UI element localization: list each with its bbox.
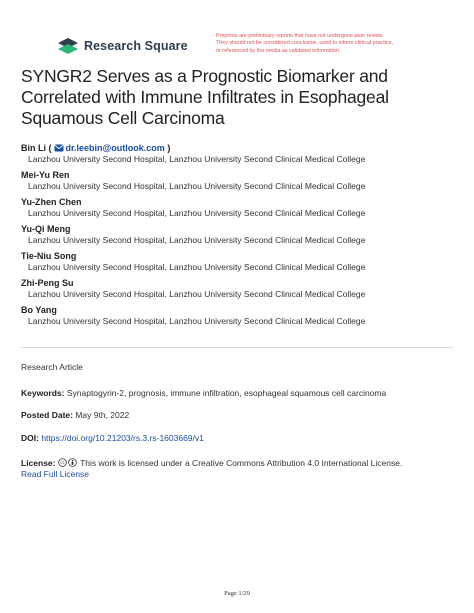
author-affiliation: Lanzhou University Second Hospital, Lanzhou University Second Clinical Medical College	[28, 316, 366, 326]
title-line: Squamous Cell Carcinoma	[21, 108, 225, 128]
keywords	[21, 388, 461, 399]
posted-date-value: May 9th, 2022	[75, 410, 130, 420]
author-affiliation: Lanzhou University Second Hospital, Lanzhou University Second Clinical Medical College	[28, 208, 366, 218]
section-divider	[21, 347, 453, 348]
research-square-logo[interactable]	[57, 37, 188, 55]
research-square-logo-icon	[57, 37, 79, 55]
author-name: Yu-Qi Meng	[21, 224, 71, 234]
author-affiliation: Lanzhou University Second Hospital, Lanzhou University Second Clinical Medical College	[28, 235, 366, 245]
article-type: Research Article	[21, 362, 83, 372]
license	[21, 458, 461, 480]
author-entry	[21, 170, 461, 194]
preprint-disclaimer	[216, 33, 456, 55]
author-entry	[21, 251, 461, 275]
author-name: Zhi-Peng Su	[21, 278, 74, 288]
author-entry	[21, 143, 461, 167]
title-line: Correlated with Immune Infiltrates in Esophageal	[21, 87, 389, 107]
author-affiliation: Lanzhou University Second Hospital, Lanzhou University Second Clinical Medical College	[28, 181, 366, 191]
author-name: Bin Li	[21, 143, 46, 153]
email-close-paren: )	[167, 143, 171, 153]
disclaimer-line: or referenced by the media as validated information.	[216, 47, 341, 54]
posted-date	[21, 410, 461, 421]
keywords-label: Keywords:	[21, 388, 65, 398]
keywords-value: Synaptogyrin-2, prognosis, immune infiltration, esophageal squamous cell carcinoma	[66, 388, 387, 398]
author-entry	[21, 305, 461, 329]
author-name: Tie-Niu Song	[21, 251, 77, 261]
author-entry	[21, 197, 461, 221]
creative-commons-icon	[58, 458, 67, 467]
author-affiliation: Lanzhou University Second Hospital, Lanzhou University Second Clinical Medical College	[28, 154, 366, 164]
disclaimer-line: They should not be considered conclusive, used to inform clinical practice,	[216, 40, 394, 47]
doi-link[interactable]: https://doi.org/10.21203/rs.3.rs-1603669/v1	[41, 433, 204, 443]
title-line: SYNGR2 Serves as a Prognostic Biomarker and	[21, 66, 388, 86]
page-number: Page 1/29	[224, 590, 250, 597]
paper-title	[21, 66, 461, 129]
logo-text: Research Square	[84, 39, 188, 53]
author-affiliation: Lanzhou University Second Hospital, Lanzhou University Second Clinical Medical College	[28, 289, 366, 299]
author-list	[21, 143, 461, 332]
doi-label: DOI:	[21, 433, 39, 443]
envelope-icon	[54, 144, 64, 152]
author-name: Bo Yang	[21, 305, 57, 315]
header	[0, 0, 474, 60]
author-entry	[21, 278, 461, 302]
posted-date-label: Posted Date:	[21, 410, 73, 420]
corresponding-email-link[interactable]: dr.leebin@outlook.com	[65, 143, 165, 153]
email-open-paren: (	[48, 143, 52, 153]
disclaimer-line: Preprints are preliminary reports that have not undergone peer review.	[216, 33, 384, 39]
license-label: License:	[21, 458, 56, 468]
author-name: Yu-Zhen Chen	[21, 197, 82, 207]
doi	[21, 433, 461, 444]
attribution-icon	[68, 458, 77, 467]
author-affiliation: Lanzhou University Second Hospital, Lanzhou University Second Clinical Medical College	[28, 262, 366, 272]
read-full-license-link[interactable]: Read Full License	[21, 469, 90, 479]
author-entry	[21, 224, 461, 248]
svg-text:cc: cc	[60, 460, 65, 466]
license-text: This work is licensed under a Creative Commons Attribution 4.0 International License.	[80, 458, 403, 468]
author-name: Mei-Yu Ren	[21, 170, 70, 180]
